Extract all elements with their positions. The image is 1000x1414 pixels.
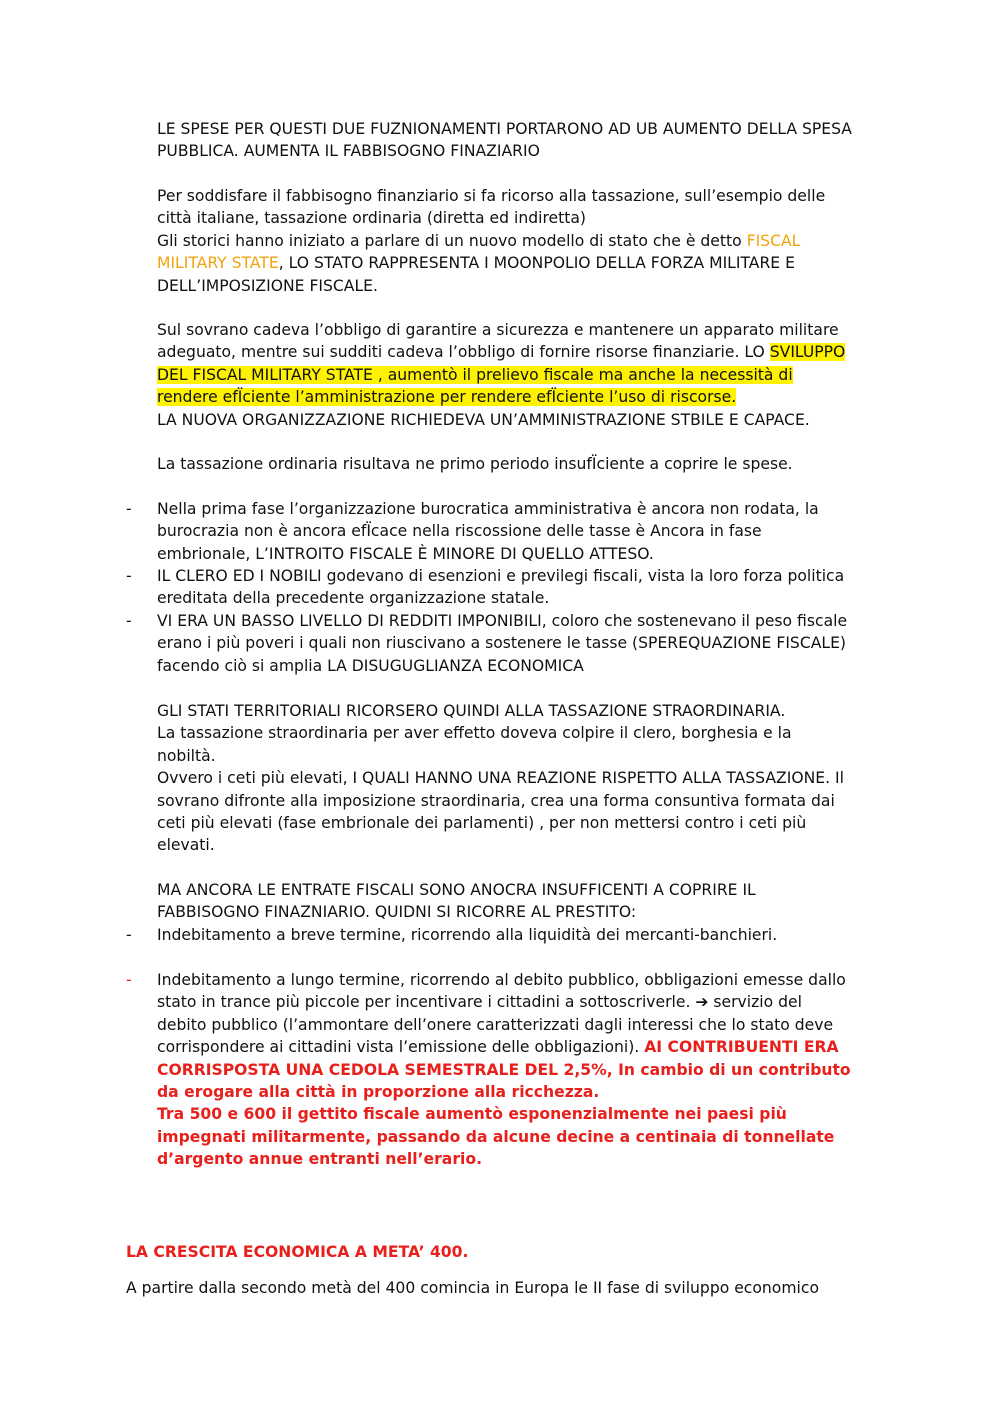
paragraph-fiscal-military-state bbox=[157, 185, 902, 297]
orange-term: FISCAL bbox=[746, 231, 801, 250]
bullet-marker: - bbox=[126, 971, 132, 989]
text-line: nobiltà. bbox=[157, 746, 216, 765]
text-line bbox=[157, 386, 902, 408]
paragraph-prestito bbox=[157, 879, 902, 924]
text-line: LE SPESE PER QUESTI DUE FUZNIONAMENTI PORTARONO AD UB AUMENTO DELLA SPESA bbox=[157, 120, 852, 138]
text-line: Nella prima fase l’organizzazione burocratica amministrativa è ancora non rodata, la bbox=[157, 500, 819, 518]
text-line: ceti più elevati (fase embrionale dei parlamenti) , per non mettersi contro i ceti più bbox=[157, 814, 807, 833]
paragraph-tassazione-ordinaria bbox=[157, 453, 902, 475]
text-line: Indebitamento a lungo termine, ricorrendo al debito pubblico, obbligazioni emesse dallo bbox=[157, 971, 846, 989]
text-line: La tassazione straordinaria per aver effetto doveva colpire il clero, borghesia e la bbox=[157, 724, 792, 743]
list-item bbox=[157, 969, 902, 1171]
text-line: ereditata della precedente organizzazione statale. bbox=[157, 589, 550, 608]
text-line: sovrano difronte alla imposizione straordinaria, crea una forma consuntiva formata dai bbox=[157, 791, 835, 810]
bullet-marker: - bbox=[126, 926, 132, 944]
bullet-marker: - bbox=[126, 612, 132, 630]
paragraph-spesa-pubblica bbox=[157, 118, 902, 163]
text-segment: , LO STATO RAPPRESENTA I MOONPOLIO DELLA FORZA MILITARE E bbox=[278, 254, 795, 273]
text-line: Ovvero i ceti più elevati, I QUALI HANNO UNA REAZIONE RISPETTO ALLA TASSAZIONE. Il bbox=[157, 769, 844, 788]
bullet-marker: - bbox=[126, 567, 132, 585]
text-line: facendo ciò si amplia LA DISUGUGLIANZA ECONOMICA bbox=[157, 656, 584, 675]
text-line: VI ERA UN BASSO LIVELLO DI REDDITI IMPONIBILI, coloro che sostenevano il peso fiscale bbox=[157, 612, 848, 630]
orange-term: MILITARY STATE bbox=[157, 254, 279, 273]
text-line: Per soddisfare il fabbisogno finanziario si fa ricorso alla tassazione, sull’esempio delle bbox=[157, 187, 826, 205]
text-line: burocrazia non è ancora efÏcace nella riscossione delle tasse è Ancora in fase bbox=[157, 522, 762, 541]
text-line bbox=[157, 1036, 902, 1058]
text-line: MA ANCORA LE ENTRATE FISCALI SONO ANOCRA INSUFFICENTI A COPRIRE IL bbox=[157, 881, 756, 899]
paragraph-obbligo-sovrano bbox=[157, 319, 902, 431]
text-line: embrionale, L’INTROITO FISCALE È MINORE DI QUELLO ATTESO. bbox=[157, 544, 654, 563]
text-line bbox=[157, 230, 902, 252]
paragraph-crescita: A partire dalla secondo metà del 400 comincia in Europa le II fase di sviluppo economico bbox=[126, 1279, 819, 1297]
text-line bbox=[157, 341, 902, 363]
text-line: PUBBLICA. AUMENTA IL FABBISOGNO FINAZIARIO bbox=[157, 142, 540, 161]
text-line: La tassazione ordinaria risultava ne primo periodo insufÏciente a coprire le spese. bbox=[157, 455, 793, 473]
text-line: debito pubblico (l’ammontare dell’onere caratterizzati dagli interessi che lo stato deve bbox=[157, 1015, 834, 1034]
text-line: FABBISOGNO FINAZNIARIO. QUIDNI SI RICORRE AL PRESTITO: bbox=[157, 903, 637, 922]
text-segment: adeguato, mentre sui sudditi cadeva l’obbligo di fornire risorse finanziarie. LO bbox=[157, 343, 770, 362]
text-segment: corrispondere ai cittadini vista l’emissione delle obbligazioni). bbox=[157, 1038, 645, 1057]
list-item bbox=[157, 498, 902, 565]
red-bold-line: da erogare alla città in proporzione alla ricchezza. bbox=[157, 1083, 600, 1102]
text-line bbox=[157, 252, 902, 274]
highlighted-text: rendere efÏciente l’amministrazione per rendere efÏciente l’uso di riscorse. bbox=[157, 388, 737, 407]
text-line: Indebitamento a breve termine, ricorrendo alla liquidità dei mercanti-banchieri. bbox=[157, 926, 778, 944]
text-line: città italiane, tassazione ordinaria (diretta ed indiretta) bbox=[157, 209, 586, 228]
text-line: DELL’IMPOSIZIONE FISCALE. bbox=[157, 276, 378, 295]
text-segment: Gli storici hanno iniziato a parlare di un nuovo modello di stato che è detto bbox=[157, 231, 747, 250]
list-item bbox=[157, 565, 902, 610]
text-line: stato in trance più piccole per incentivare i cittadini a sottoscriverle. ➔ servizio del bbox=[157, 993, 802, 1012]
paragraph-tassazione-straordinaria bbox=[157, 700, 902, 857]
red-bold-line: impegnati militarmente, passando da alcune decine a centinaia di tonnellate bbox=[157, 1127, 835, 1146]
red-bold-line: d’argento annue entranti nell’erario. bbox=[157, 1150, 482, 1169]
red-bold-line: Tra 500 e 600 il gettito fiscale aumentò esponenzialmente nei paesi più bbox=[157, 1105, 787, 1124]
red-bold-text: AI CONTRIBUENTI ERA bbox=[644, 1038, 839, 1057]
text-line: LA NUOVA ORGANIZZAZIONE RICHIEDEVA UN’AMMINISTRAZIONE STBILE E CAPACE. bbox=[157, 410, 810, 429]
bullet-marker: - bbox=[126, 500, 132, 518]
text-line: Sul sovrano cadeva l’obbligo di garantire a sicurezza e mantenere un apparato militare bbox=[157, 321, 839, 339]
highlighted-text: SVILUPPO bbox=[769, 343, 846, 362]
highlighted-text: DEL FISCAL MILITARY STATE , aumentò il prelievo fiscale ma anche la necessità di bbox=[157, 365, 793, 384]
red-bold-line: CORRISPOSTA UNA CEDOLA SEMESTRALE DEL 2,5%, In cambio di un contributo bbox=[157, 1060, 851, 1079]
section-heading: LA CRESCITA ECONOMICA A META’ 400. bbox=[126, 1243, 469, 1261]
list-item bbox=[157, 924, 902, 946]
text-line: erano i più poveri i quali non riuscivano a sostenere le tasse (SPEREQUAZIONE FISCALE) bbox=[157, 634, 847, 653]
list-item bbox=[157, 610, 902, 677]
text-line: IL CLERO ED I NOBILI godevano di esenzioni e previlegi fiscali, vista la loro forza politica bbox=[157, 567, 845, 585]
text-line: elevati. bbox=[157, 836, 215, 855]
text-line bbox=[157, 364, 902, 386]
text-line: GLI STATI TERRITORIALI RICORSERO QUINDI ALLA TASSAZIONE STRAORDINARIA. bbox=[157, 702, 786, 720]
